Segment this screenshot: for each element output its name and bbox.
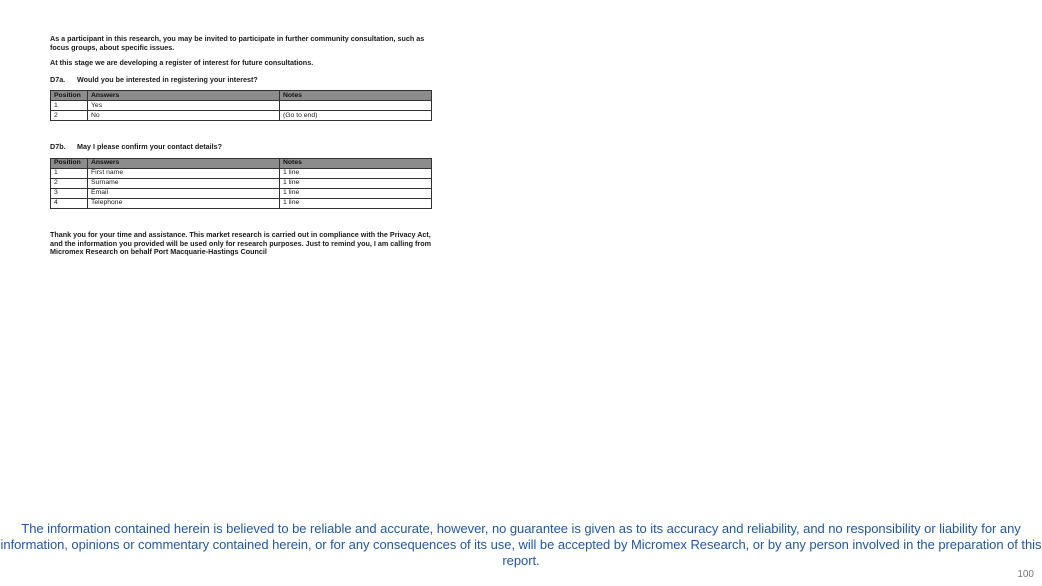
table-row [51, 178, 432, 188]
page-number: 100 [1017, 569, 1034, 580]
question-d7b [50, 143, 445, 152]
cell-position: 2 [51, 178, 88, 188]
answers-table-d7b [50, 158, 432, 209]
table-header-row [51, 91, 432, 101]
header-notes: Notes [280, 91, 432, 101]
cell-position: 4 [51, 198, 88, 208]
cell-answer: First name [88, 168, 280, 178]
question-id: D7a. [50, 74, 66, 84]
question-d7a [50, 76, 445, 85]
table-row [51, 188, 432, 198]
cell-answer: Email [88, 188, 280, 198]
cell-notes: 1 line [280, 178, 432, 188]
table-header-row [51, 158, 432, 168]
cell-answer: Telephone [88, 198, 280, 208]
header-answers: Answers [88, 158, 280, 168]
cell-answer: Surname [88, 178, 280, 188]
cell-answer: No [88, 111, 280, 121]
cell-position: 3 [51, 188, 88, 198]
document-body [50, 35, 445, 257]
cell-notes: (Go to end) [280, 111, 432, 121]
question-text: May I please confirm your contact details? [77, 142, 222, 152]
table-row [51, 198, 432, 208]
thank-you-paragraph: Thank you for your time and assistance. This market research is carried out in compliance with the Privacy Act, and the information you provided will be used only for research purposes. Just to remind you, I am calling from Micromex Research on behalf Port Macquarie-Hastings Council [50, 229, 432, 257]
disclaimer-text: The information contained herein is believed to be reliable and accurate, however, no guarantee is given as to its accuracy and reliability, and no responsibility or liability for any information, opinions or commentary contained herein, or for any consequences of its use, will be accepted by Micromex Research, or by any person involved in the preparation of this report. [0, 521, 1042, 568]
cell-notes: 1 line [280, 198, 432, 208]
cell-notes: 1 line [280, 168, 432, 178]
table-row [51, 111, 432, 121]
cell-position: 1 [51, 101, 88, 111]
table-row [51, 168, 432, 178]
header-notes: Notes [280, 158, 432, 168]
header-position: Position [51, 91, 88, 101]
header-position: Position [51, 158, 88, 168]
cell-position: 2 [51, 111, 88, 121]
answers-table-d7a [50, 90, 432, 121]
question-id: D7b. [50, 142, 66, 152]
table-row [51, 101, 432, 111]
cell-notes: 1 line [280, 188, 432, 198]
register-note: At this stage we are developing a register of interest for future consultations. [50, 58, 314, 68]
header-answers: Answers [88, 91, 280, 101]
intro-paragraph: As a participant in this research, you may be invited to participate in further community consultation, such as focus groups, about specific issues. [50, 34, 425, 52]
cell-position: 1 [51, 168, 88, 178]
question-text: Would you be interested in registering your interest? [77, 74, 258, 84]
cell-answer: Yes [88, 101, 280, 111]
cell-notes [280, 101, 432, 111]
